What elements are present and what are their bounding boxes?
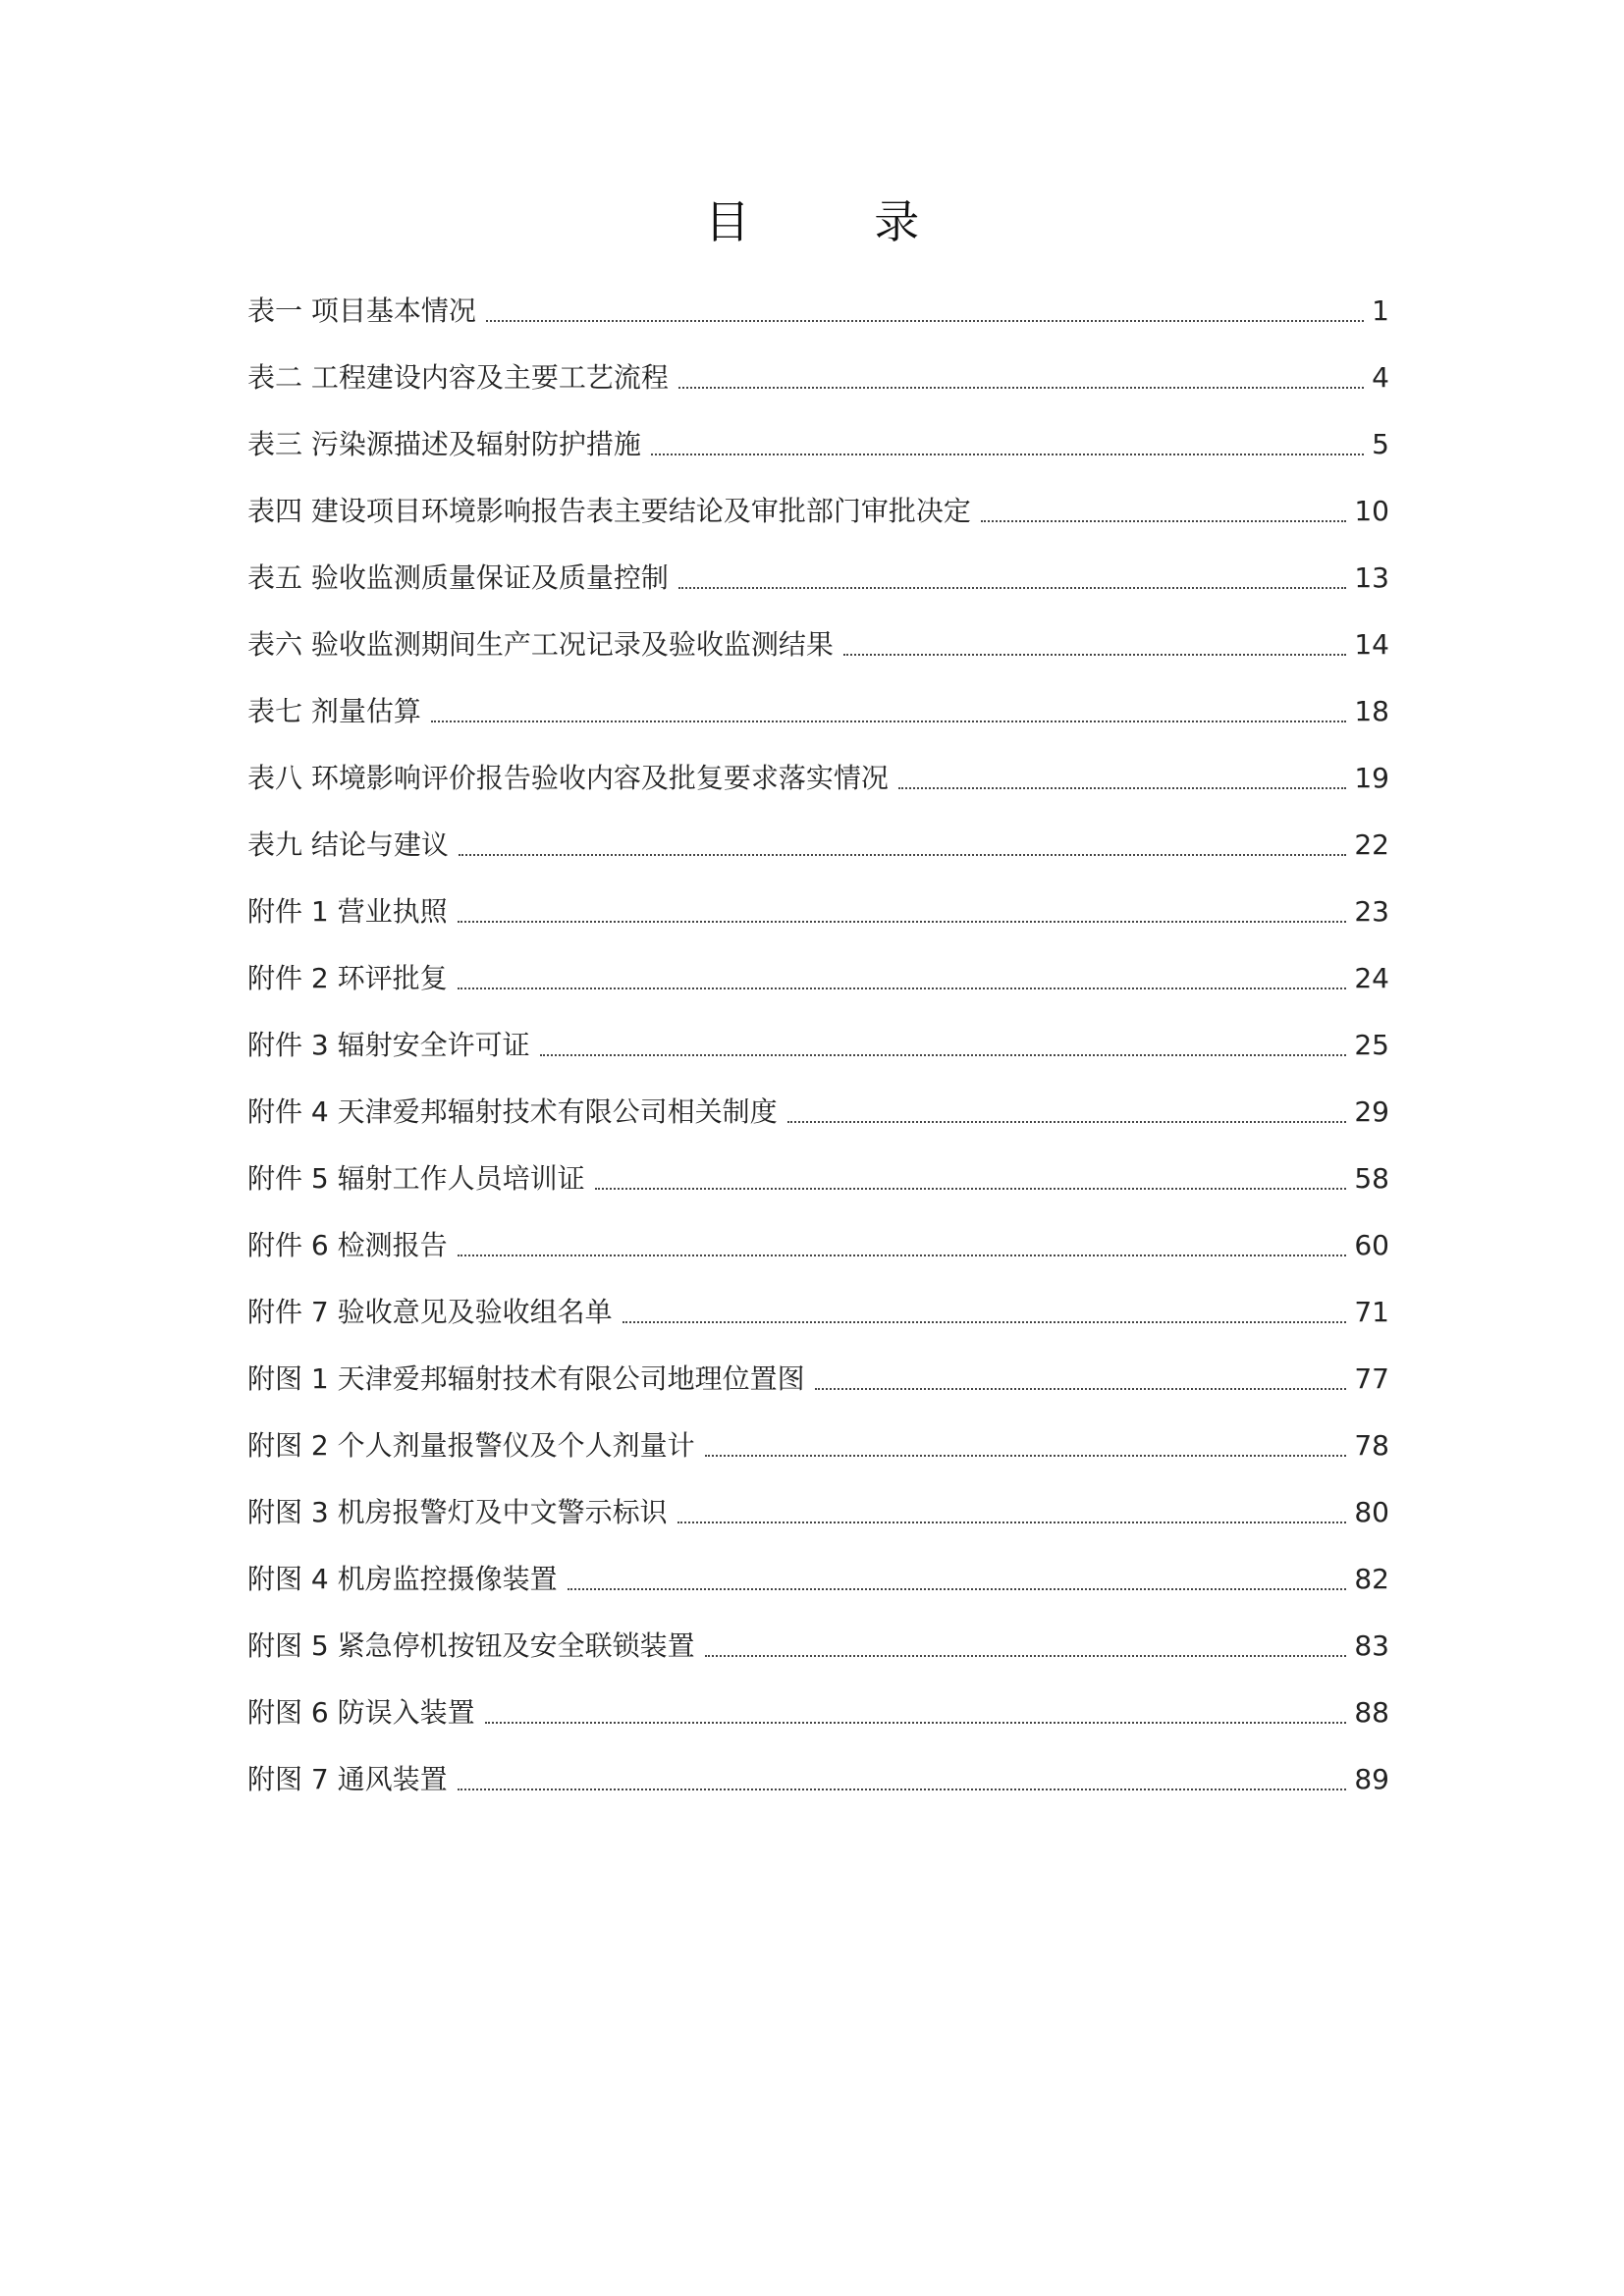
toc-entry[interactable] xyxy=(247,1680,1389,1746)
toc-dot-leader xyxy=(898,787,1346,789)
toc-entry-label: 附图 4 机房监控摄像装置 xyxy=(247,1563,558,1595)
toc-entry-page-number: 22 xyxy=(1354,828,1389,861)
toc-title: 目 录 xyxy=(704,195,975,248)
toc-dot-leader xyxy=(623,1321,1347,1323)
toc-entry-page-number: 5 xyxy=(1372,428,1389,460)
toc-dot-leader xyxy=(540,1054,1347,1056)
toc-entry[interactable] xyxy=(247,612,1389,678)
toc-dot-leader xyxy=(431,721,1346,722)
toc-entry-page-number: 60 xyxy=(1354,1229,1389,1261)
toc-entry-page-number: 18 xyxy=(1354,695,1389,727)
toc-entry[interactable] xyxy=(247,1413,1389,1479)
toc-entry-label: 附件 6 检测报告 xyxy=(247,1229,448,1261)
toc-entry-page-number: 88 xyxy=(1354,1696,1389,1729)
toc-dot-leader xyxy=(815,1388,1347,1390)
toc-entry-label: 附件 4 天津爱邦辐射技术有限公司相关制度 xyxy=(247,1095,778,1128)
toc-entry-page-number: 80 xyxy=(1354,1496,1389,1528)
toc-entry-label: 表二 工程建设内容及主要工艺流程 xyxy=(247,361,669,394)
toc-entry[interactable] xyxy=(247,1613,1389,1680)
toc-dot-leader xyxy=(568,1588,1347,1590)
toc-entry[interactable] xyxy=(247,411,1389,478)
toc-entry-page-number: 77 xyxy=(1354,1362,1389,1395)
toc-entry-page-number: 23 xyxy=(1354,895,1389,928)
toc-entry[interactable] xyxy=(247,1479,1389,1546)
toc-entry-label: 附件 5 辐射工作人员培训证 xyxy=(247,1162,585,1195)
toc-dot-leader xyxy=(981,520,1346,522)
toc-dot-leader xyxy=(705,1655,1347,1657)
toc-entry-page-number: 4 xyxy=(1372,361,1389,394)
toc-entry-page-number: 14 xyxy=(1354,628,1389,661)
toc-entry-label: 表一 项目基本情况 xyxy=(247,294,476,327)
toc-entry[interactable] xyxy=(247,1746,1389,1813)
toc-entry-label: 附图 5 紧急停机按钮及安全联锁装置 xyxy=(247,1629,695,1662)
toc-dot-leader xyxy=(486,320,1364,322)
toc-entry[interactable] xyxy=(247,945,1389,1012)
toc-entry[interactable] xyxy=(247,678,1389,745)
toc-entry-page-number: 89 xyxy=(1354,1763,1389,1795)
toc-entry-page-number: 58 xyxy=(1354,1162,1389,1195)
toc-entry-page-number: 19 xyxy=(1354,762,1389,794)
toc-dot-leader xyxy=(677,1522,1347,1523)
toc-entry-label: 表八 环境影响评价报告验收内容及批复要求落实情况 xyxy=(247,762,889,794)
toc-entry-label: 附件 3 辐射安全许可证 xyxy=(247,1029,530,1061)
toc-entry[interactable] xyxy=(247,1346,1389,1413)
toc-entry[interactable] xyxy=(247,345,1389,411)
toc-dot-leader xyxy=(787,1121,1347,1123)
toc-entry-label: 附图 7 通风装置 xyxy=(247,1763,448,1795)
toc-dot-leader xyxy=(678,387,1364,389)
toc-entry-page-number: 78 xyxy=(1354,1429,1389,1462)
toc-entry-label: 附件 1 营业执照 xyxy=(247,895,448,928)
toc-dot-leader xyxy=(458,1789,1347,1790)
toc-entry-page-number: 83 xyxy=(1354,1629,1389,1662)
toc-dot-leader xyxy=(458,988,1347,989)
toc-entry-label: 附图 6 防误入装置 xyxy=(247,1696,475,1729)
toc-list xyxy=(247,278,1389,1813)
toc-dot-leader xyxy=(651,454,1364,455)
toc-entry-label: 表三 污染源描述及辐射防护措施 xyxy=(247,428,641,460)
toc-entry[interactable] xyxy=(247,812,1389,879)
toc-entry-label: 表六 验收监测期间生产工况记录及验收监测结果 xyxy=(247,628,834,661)
toc-entry-label: 表五 验收监测质量保证及质量控制 xyxy=(247,561,669,594)
toc-entry-page-number: 29 xyxy=(1354,1095,1389,1128)
toc-entry-page-number: 25 xyxy=(1354,1029,1389,1061)
toc-dot-leader xyxy=(678,587,1346,589)
toc-entry-page-number: 1 xyxy=(1372,294,1389,327)
toc-entry[interactable] xyxy=(247,478,1389,545)
toc-entry-page-number: 24 xyxy=(1354,962,1389,994)
toc-dot-leader xyxy=(595,1188,1347,1190)
toc-entry[interactable] xyxy=(247,545,1389,612)
toc-entry[interactable] xyxy=(247,1546,1389,1613)
toc-entry-label: 表四 建设项目环境影响报告表主要结论及审批部门审批决定 xyxy=(247,495,971,527)
toc-entry-label: 表九 结论与建议 xyxy=(247,828,449,861)
toc-entry-label: 附图 2 个人剂量报警仪及个人剂量计 xyxy=(247,1429,695,1462)
toc-entry[interactable] xyxy=(247,1012,1389,1079)
toc-dot-leader xyxy=(458,1255,1347,1256)
toc-entry-page-number: 13 xyxy=(1354,561,1389,594)
toc-entry-label: 附件 2 环评批复 xyxy=(247,962,448,994)
toc-entry[interactable] xyxy=(247,1212,1389,1279)
toc-entry[interactable] xyxy=(247,1279,1389,1346)
toc-entry-page-number: 10 xyxy=(1354,495,1389,527)
toc-dot-leader xyxy=(485,1722,1347,1724)
toc-entry[interactable] xyxy=(247,278,1389,345)
toc-dot-leader xyxy=(843,654,1346,656)
toc-entry[interactable] xyxy=(247,1146,1389,1212)
toc-entry[interactable] xyxy=(247,1079,1389,1146)
toc-dot-leader xyxy=(459,854,1346,856)
toc-entry-label: 附图 3 机房报警灯及中文警示标识 xyxy=(247,1496,668,1528)
toc-entry-label: 附图 1 天津爱邦辐射技术有限公司地理位置图 xyxy=(247,1362,805,1395)
toc-entry-page-number: 82 xyxy=(1354,1563,1389,1595)
toc-entry-label: 表七 剂量估算 xyxy=(247,695,421,727)
toc-entry-page-number: 71 xyxy=(1354,1296,1389,1328)
toc-entry-label: 附件 7 验收意见及验收组名单 xyxy=(247,1296,613,1328)
toc-entry[interactable] xyxy=(247,745,1389,812)
toc-dot-leader xyxy=(458,921,1347,923)
toc-entry[interactable] xyxy=(247,879,1389,945)
toc-dot-leader xyxy=(705,1455,1347,1457)
